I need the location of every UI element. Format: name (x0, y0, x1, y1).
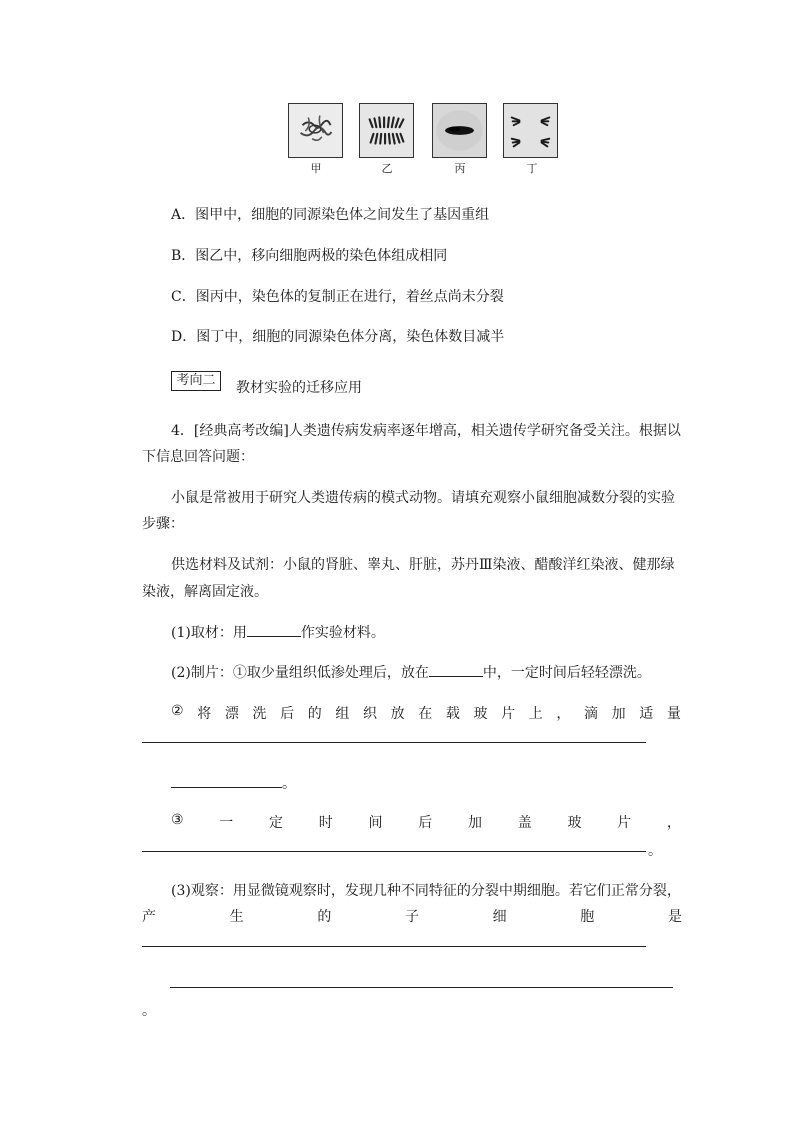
step3-answer-line-2[interactable] (170, 987, 673, 988)
step3-char: 细 (492, 909, 507, 925)
micrograph-yi-image (360, 104, 413, 157)
step2b-char: 滴 (583, 706, 598, 722)
step2c-char: 盖 (517, 815, 532, 831)
step3-char: 胞 (580, 909, 595, 925)
caption-yi: 乙 (381, 162, 393, 175)
step2b-char: ， (556, 706, 571, 722)
step2b-char: 上 (528, 706, 543, 722)
step2c-char: ③ (171, 812, 184, 828)
step3-answer-line-1[interactable] (142, 946, 646, 947)
step2b-char: 适 (639, 706, 654, 722)
micrograph-yi (359, 103, 414, 158)
materials-line2: 染液，解离固定液。 (142, 584, 268, 600)
step2b-char: 的 (307, 706, 322, 722)
micrograph-ding (503, 103, 558, 158)
question-stem-line2: 下信息回答问题： (142, 449, 254, 465)
step2-suffix: 中，一定时间后轻轻漂洗。 (482, 665, 651, 681)
question-stem-line1: 4．[经典高考改编]人类遗传病发病率逐年增高，相关遗传学研究备受关注。根据以 (171, 423, 681, 439)
step3-char: 子 (404, 909, 419, 925)
materials-line1: 供选材料及试剂：小鼠的肾脏、睾丸、肝脏，苏丹Ⅲ染液、醋酸洋红染液、健那绿 (171, 557, 675, 573)
caption-ding: 丁 (526, 162, 538, 175)
micrograph-bing-image (433, 104, 486, 157)
step1-answer-blank[interactable] (247, 624, 301, 637)
step2b-char: 玻 (473, 706, 488, 722)
step2c-char: 定 (269, 815, 284, 831)
step3-row (142, 906, 682, 926)
step2c-char: 后 (418, 815, 433, 831)
step2b-answer-line[interactable] (142, 742, 646, 743)
step2c-char: 时 (318, 815, 333, 831)
step2c-answer-line[interactable] (142, 851, 646, 852)
micrograph-jia (288, 103, 343, 158)
step2b-char: 载 (445, 706, 460, 722)
section-title: 教材实验的迁移应用 (236, 380, 362, 396)
step2b-char: 后 (280, 706, 295, 722)
step3-char: 是 (667, 909, 682, 925)
step2b-answer-blank[interactable] (171, 775, 282, 788)
step1-suffix: 作实验材料。 (300, 625, 385, 641)
step1-prefix: (1)取材：用 (171, 625, 247, 641)
step2c-char: 一 (219, 815, 234, 831)
step2b-char: 加 (611, 706, 626, 722)
micrograph-ding-image (504, 104, 557, 157)
step2b-char: 组 (335, 706, 350, 722)
step2b-char: 量 (666, 706, 681, 722)
step2c-char: 片 (617, 815, 632, 831)
micrograph-bing (432, 103, 487, 158)
step2c-char: 玻 (567, 815, 582, 831)
step3-char: 的 (317, 909, 332, 925)
step2b-continuation (171, 773, 296, 793)
step3-char: 产 (142, 909, 156, 925)
step2c-end: 。 (648, 843, 662, 859)
caption-bing: 丙 (454, 162, 466, 175)
step2c-row (171, 812, 681, 832)
step2c-char: ， (666, 815, 681, 831)
step2b-char: 漂 (224, 706, 239, 722)
step2b-char: 织 (362, 706, 377, 722)
step2c-char: 加 (467, 815, 482, 831)
step3-line1: (3)观察：用显微镜观察时，发现几种不同特征的分裂中期细胞。若它们正常分裂， (171, 883, 681, 899)
step1-line (171, 622, 385, 642)
step2-answer-blank[interactable] (429, 664, 483, 677)
intro-line1: 小鼠是常被用于研究人类遗传病的模式动物。请填充观察小鼠细胞减数分裂的实验 (171, 490, 675, 506)
intro-line2: 步骤： (142, 516, 184, 532)
step3-end: 。 (142, 1003, 156, 1019)
step2c-char: 间 (368, 815, 383, 831)
step2b-char: ② (171, 703, 184, 719)
step2b-row (171, 703, 681, 723)
step3-char: 生 (229, 909, 244, 925)
step2-prefix: (2)制片：①取少量组织低渗处理后，放在 (171, 665, 429, 681)
option-a: A．图甲中，细胞的同源染色体之间发生了基因重组 (171, 207, 490, 223)
caption-jia: 甲 (310, 162, 322, 175)
step2b-char: 放 (390, 706, 405, 722)
step2b-char: 将 (197, 706, 212, 722)
section-badge: 考向二 (171, 371, 221, 391)
step2-line (171, 662, 651, 682)
step2b-char: 在 (418, 706, 433, 722)
option-b: B．图乙中，移向细胞两极的染色体组成相同 (171, 248, 448, 264)
step2b-char: 片 (501, 706, 516, 722)
step2b-end: 。 (282, 776, 296, 792)
option-c: C．图丙中，染色体的复制正在进行，着丝点尚未分裂 (171, 289, 504, 305)
step2b-char: 洗 (252, 706, 267, 722)
option-d: D．图丁中，细胞的同源染色体分离，染色体数目减半 (171, 329, 505, 345)
micrograph-jia-image (289, 104, 342, 157)
